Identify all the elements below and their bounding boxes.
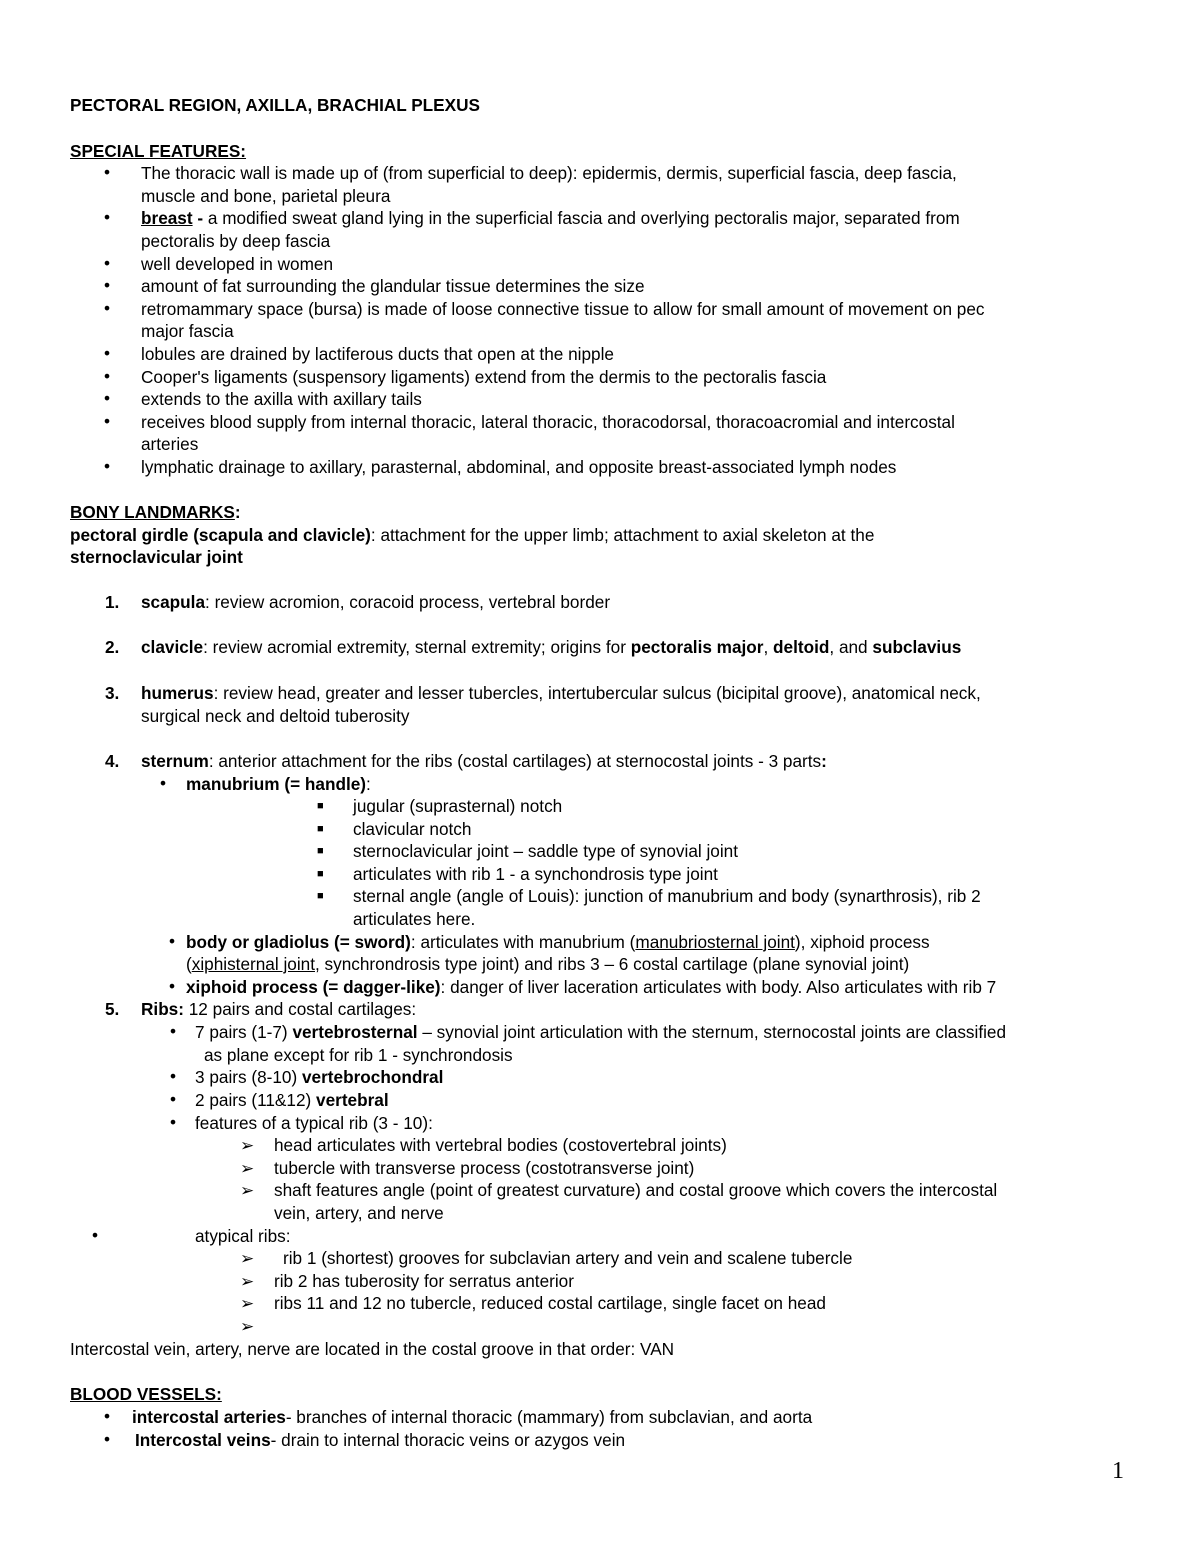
term-clavicle: clavicle bbox=[141, 637, 204, 657]
list-item: rib 2 has tuberosity for serratus anterior bbox=[274, 1271, 574, 1291]
list-item: sternoclavicular joint – saddle type of synovial joint bbox=[353, 841, 739, 861]
list-item bbox=[195, 1022, 1006, 1042]
list-item: clavicular notch bbox=[353, 819, 472, 839]
list-item-cont: arteries bbox=[141, 434, 199, 454]
text: 7 pairs (1-7) bbox=[195, 1022, 293, 1042]
list-item bbox=[186, 774, 371, 794]
page-number: 1 bbox=[1112, 1458, 1124, 1484]
list-item: atypical ribs: bbox=[195, 1226, 291, 1246]
list-item: Cooper's ligaments (suspensory ligaments) extend from the dermis to the pectoralis fascia bbox=[141, 367, 827, 387]
text: 2 pairs (11&12) bbox=[195, 1090, 317, 1110]
bullet-marker: • bbox=[160, 773, 167, 793]
bullet-marker: • bbox=[104, 207, 111, 227]
list-item bbox=[141, 999, 416, 1019]
list-item: articulates with rib 1 - a synchondrosis type joint bbox=[353, 864, 718, 884]
term-subclavius: subclavius bbox=[872, 637, 962, 657]
list-item: rib 1 (shortest) grooves for subclavian artery and vein and scalene tubercle bbox=[283, 1248, 853, 1268]
list-item: retromammary space (bursa) is made of loose connective tissue to allow for small amount of movement on pec bbox=[141, 299, 985, 319]
bullet-marker: • bbox=[170, 1066, 177, 1086]
number-marker: 2. bbox=[105, 637, 120, 657]
sep: , and bbox=[829, 637, 873, 657]
term-ribs: Ribs: bbox=[141, 999, 184, 1019]
bullet-marker: • bbox=[104, 388, 111, 408]
list-item: jugular (suprasternal) notch bbox=[353, 796, 563, 816]
list-item: sternal angle (angle of Louis): junction of manubrium and body (synarthrosis), rib 2 bbox=[353, 886, 981, 906]
square-bullet-marker: ■ bbox=[317, 890, 324, 902]
square-bullet-marker: ■ bbox=[317, 823, 324, 835]
bullet-marker: • bbox=[170, 1112, 177, 1132]
text: - branches of internal thoracic (mammary) from subclavian, and aorta bbox=[285, 1407, 813, 1427]
arrow-bullet-icon: ➢ bbox=[240, 1316, 255, 1336]
text: : attachment for the upper limb; attachment to axial skeleton at the bbox=[370, 525, 875, 545]
bullet-marker: • bbox=[92, 1225, 99, 1245]
term-body: body or gladiolus (= sword) bbox=[186, 932, 411, 952]
list-item: tubercle with transverse process (costotransverse joint) bbox=[274, 1158, 695, 1178]
list-item: extends to the axilla with axillary tails bbox=[141, 389, 422, 409]
bullet-marker: • bbox=[104, 275, 111, 295]
special-features-heading: SPECIAL FEATURES: bbox=[70, 141, 247, 161]
arrow-bullet-icon: ➢ bbox=[240, 1293, 255, 1313]
list-item bbox=[186, 932, 930, 952]
list-item bbox=[186, 977, 996, 997]
term-deltoid: deltoid bbox=[773, 637, 830, 657]
number-marker: 4. bbox=[105, 751, 120, 771]
list-item bbox=[195, 1067, 443, 1087]
bullet-marker: • bbox=[170, 1021, 177, 1041]
term-breast: breast bbox=[141, 208, 193, 228]
text: : review acromial extremity, sternal extremity; origins for bbox=[203, 637, 631, 657]
term-scapula: scapula bbox=[141, 592, 206, 612]
term-humerus: humerus bbox=[141, 683, 214, 703]
list-item: lymphatic drainage to axillary, parasternal, abdominal, and opposite breast-associated lymph nodes bbox=[141, 457, 897, 477]
number-marker: 5. bbox=[105, 999, 120, 1019]
term-sternum: sternum bbox=[141, 751, 209, 771]
term-pectoral-girdle: pectoral girdle (scapula and clavicle) bbox=[70, 525, 371, 545]
list-item-cont: vein, artery, and nerve bbox=[274, 1203, 444, 1223]
text: – synovial joint articulation with the sternum, sternocostal joints are classified bbox=[417, 1022, 1007, 1042]
list-item: receives blood supply from internal thoracic, lateral thoracic, thoracodorsal, thoracoacromial and intercostal bbox=[141, 412, 955, 432]
text: : review head, greater and lesser tubercles, intertubercular sulcus (bicipital groove), anatomical neck, bbox=[213, 683, 981, 703]
text: 3 pairs (8-10) bbox=[195, 1067, 302, 1087]
list-item bbox=[141, 592, 610, 612]
girdle-line bbox=[70, 525, 874, 545]
list-item-cont: surgical neck and deltoid tuberosity bbox=[141, 706, 410, 726]
number-marker: 3. bbox=[105, 683, 120, 703]
square-bullet-marker: ■ bbox=[317, 800, 324, 812]
list-item-cont: as plane except for rib 1 - synchrondosis bbox=[204, 1045, 513, 1065]
text: ( bbox=[186, 954, 192, 974]
term-manubriosternal-joint: manubriosternal joint bbox=[635, 932, 795, 952]
bullet-marker: • bbox=[104, 1406, 111, 1426]
list-item-cont: pectoralis by deep fascia bbox=[141, 231, 331, 251]
heading-colon: : bbox=[234, 502, 241, 522]
list-item bbox=[141, 751, 827, 771]
colon: : bbox=[366, 774, 371, 794]
list-item: head articulates with vertebral bodies (costovertebral joints) bbox=[274, 1135, 727, 1155]
list-item-cont: muscle and bone, parietal pleura bbox=[141, 186, 391, 206]
list-item bbox=[141, 208, 960, 228]
text: ), xiphoid process bbox=[794, 932, 930, 952]
term-vertebral: vertebral bbox=[316, 1090, 389, 1110]
term-vertebrochondral: vertebrochondral bbox=[302, 1067, 444, 1087]
list-item: well developed in women bbox=[141, 254, 334, 274]
bullet-marker: • bbox=[104, 456, 111, 476]
list-item: ribs 11 and 12 no tubercle, reduced costal cartilage, single facet on head bbox=[274, 1293, 826, 1313]
colon: : bbox=[821, 751, 827, 771]
bullet-marker: • bbox=[104, 253, 111, 273]
term-intercostal-arteries: intercostal arteries bbox=[132, 1407, 286, 1427]
list-item-cont bbox=[186, 954, 909, 974]
bullet-marker: • bbox=[169, 931, 176, 951]
number-marker: 1. bbox=[105, 592, 120, 612]
bullet-marker: • bbox=[169, 976, 176, 996]
arrow-bullet-icon: ➢ bbox=[240, 1248, 255, 1268]
text: : review acromion, coracoid process, vertebral border bbox=[205, 592, 611, 612]
term-manubrium: manubrium (= handle) bbox=[186, 774, 367, 794]
term-xiphoid: xiphoid process (= dagger-like) bbox=[186, 977, 441, 997]
bullet-marker: • bbox=[170, 1089, 177, 1109]
list-item bbox=[141, 683, 981, 703]
arrow-bullet-icon: ➢ bbox=[240, 1271, 255, 1291]
list-item-cont: major fascia bbox=[141, 321, 234, 341]
term-pectoralis-major: pectoralis major bbox=[630, 637, 764, 657]
text: : anterior attachment for the ribs (costal cartilages) at sternocostal joints - 3 parts bbox=[208, 751, 822, 771]
term-sternoclavicular: sternoclavicular joint bbox=[70, 547, 243, 567]
text: , synchrondrosis type joint) and ribs 3 – 6 costal cartilage (plane synovial joint) bbox=[314, 954, 910, 974]
term-xiphisternal-joint: xiphisternal joint bbox=[191, 954, 315, 974]
arrow-bullet-icon: ➢ bbox=[240, 1135, 255, 1155]
list-item bbox=[141, 637, 961, 657]
bullet-marker: • bbox=[104, 343, 111, 363]
bullet-marker: • bbox=[104, 162, 111, 182]
arrow-bullet-icon: ➢ bbox=[240, 1180, 255, 1200]
list-item-cont: articulates here. bbox=[353, 909, 476, 929]
arrow-bullet-icon: ➢ bbox=[240, 1158, 255, 1178]
list-item bbox=[132, 1407, 812, 1427]
text: : danger of liver laceration articulates with body. Also articulates with rib 7 bbox=[440, 977, 997, 997]
van-note: Intercostal vein, artery, nerve are located in the costal groove in that order: VAN bbox=[70, 1339, 675, 1359]
text: a modified sweat gland lying in the superficial fascia and overlying pectoralis major, separated from bbox=[203, 208, 960, 228]
blood-vessels-heading: BLOOD VESSELS: bbox=[70, 1384, 222, 1404]
text: : articulates with manubrium ( bbox=[410, 932, 636, 952]
list-item: The thoracic wall is made up of (from superficial to deep): epidermis, dermis, superficial fascia, deep fascia, bbox=[141, 163, 957, 183]
bullet-marker: • bbox=[104, 298, 111, 318]
term-intercostal-veins: Intercostal veins bbox=[135, 1430, 271, 1450]
text: 12 pairs and costal cartilages: bbox=[183, 999, 417, 1019]
list-item: features of a typical rib (3 - 10): bbox=[195, 1113, 433, 1133]
list-item: shaft features angle (point of greatest curvature) and costal groove which covers the intercostal bbox=[274, 1180, 998, 1200]
bullet-marker: • bbox=[104, 366, 111, 386]
text: - drain to internal thoracic veins or azygos vein bbox=[270, 1430, 626, 1450]
sep: , bbox=[763, 637, 774, 657]
page-title: PECTORAL REGION, AXILLA, BRACHIAL PLEXUS bbox=[70, 95, 480, 115]
list-item: lobules are drained by lactiferous ducts that open at the nipple bbox=[141, 344, 614, 364]
square-bullet-marker: ■ bbox=[317, 868, 324, 880]
bullet-marker: • bbox=[104, 1429, 111, 1449]
list-item: amount of fat surrounding the glandular tissue determines the size bbox=[141, 276, 645, 296]
heading-text: BONY LANDMARKS bbox=[70, 502, 235, 522]
square-bullet-marker: ■ bbox=[317, 845, 324, 857]
bony-landmarks-heading bbox=[70, 502, 241, 522]
bullet-marker: • bbox=[104, 411, 111, 431]
list-item bbox=[135, 1430, 625, 1450]
term-vertebrosternal: vertebrosternal bbox=[292, 1022, 418, 1042]
list-item bbox=[195, 1090, 389, 1110]
dash: - bbox=[192, 208, 204, 228]
